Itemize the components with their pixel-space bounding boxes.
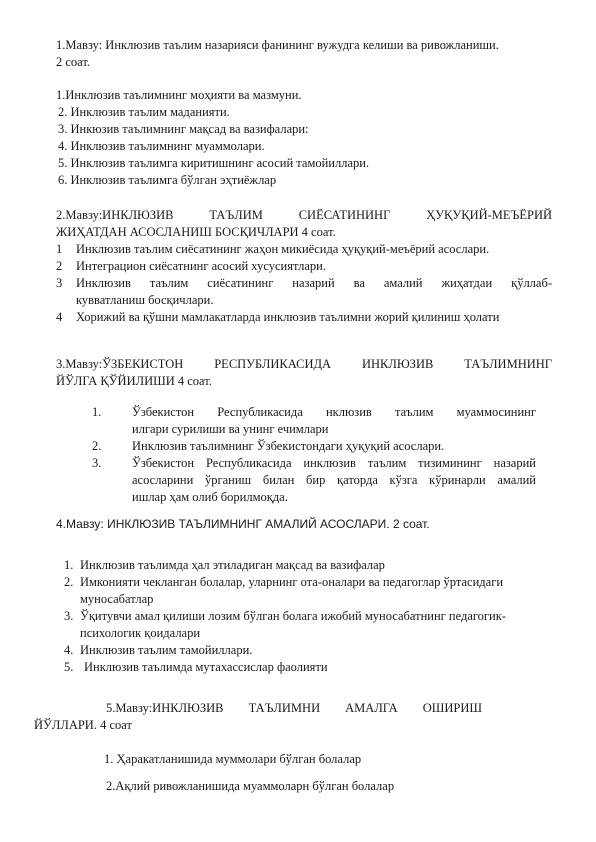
topic4-item-5-text: Инклюзив таълимда мутахассислар фаолияти [84, 660, 328, 674]
topic1-item-3: 3. Инкюзив таълимнинг мақсад ва вазифалари: [58, 122, 309, 136]
topic2-item-3-number: 3 [56, 276, 63, 290]
topic1-title-line2: 2 соат. [56, 55, 91, 69]
topic3-item-3-text: Ўзбекистон Республикасида инклюзив таълим тизимининг назарий [132, 456, 536, 470]
topic3-item-3-text-cont2: ишлар ҳам олиб борилмоқда. [132, 490, 288, 504]
topic3-item-1-text-cont: илгари сурилиши ва унинг ечимлари [132, 422, 329, 436]
topic4-item-2-number: 2. [64, 575, 74, 589]
topic3-item-2-text: Инклюзив таълимнинг Ўзбекистондаги ҳуқуқий асослари. [132, 439, 445, 453]
topic1-title-line1: 1.Мавзу: Инклюзив таълим назарияси фанининг вужудга келиши ва ривожланиши. [56, 38, 499, 52]
topic2-title-line1: 2.Мавзу:ИНКЛЮЗИВ ТАЪЛИМ СИЁСАТИНИНГ ҲУҚУҚИЙ-МЕЪЁРИЙ [56, 208, 552, 222]
topic5-title-line2: ЙЎЛЛАРИ. 4 соат [34, 718, 132, 732]
topic2-title-line2: ЖИҲАТДАН АСОСЛАНИШ БОСҚИЧЛАРИ 4 соат. [56, 225, 336, 239]
topic1-item-1: 1.Инклюзив таълимнинг моҳияти ва мазмуни. [56, 88, 302, 102]
topic5-item-1: 1. Ҳаракатланишида муммолари бўлган болалар [104, 752, 362, 766]
topic1-item-4: 4. Инклюзив таълимнинг муаммолари. [58, 139, 265, 153]
topic4-item-3-text-cont: психологик қоидалари [80, 626, 201, 640]
topic3-title-line1: 3.Мавзу:ЎЗБЕКИСТОН РЕСПУБЛИКАСИДА ИНКЛЮЗИВ ТАЪЛИМНИНГ [56, 357, 552, 371]
topic2-item-2-text: Интеграцион сиёсатнинг асосий хусусиятлари. [76, 259, 326, 273]
topic5-item-2: 2.Ақлий ривожланишида муаммоларн бўлган болалар [106, 779, 395, 793]
topic4-item-4-text: Инклюзив таълим тамойиллари. [80, 643, 253, 657]
topic4-item-3-text: Ўқитувчи амал қилиши лозим бўлган болага ижобий муносабатнинг педагогик- [80, 609, 506, 623]
topic3-item-1-number: 1. [92, 405, 102, 419]
topic4-item-1-text: Инклюзив таълимда ҳал этиладиган мақсад ва вазифалар [80, 558, 385, 572]
topic3-item-1-text: Ўзбекистон Республикасида нклюзив таълим муаммосининг [132, 405, 536, 419]
topic2-item-1-text: Инклюзив таълим сиёсатининг жаҳон микиёсида ҳуқуқий-меъёрий асослари. [76, 242, 490, 256]
topic1-item-2: 2. Инклюзив таълим маданияти. [58, 105, 230, 119]
topic2-item-4-number: 4 [56, 310, 63, 324]
topic4-item-2-text: Имконияти чекланган болалар, уларнинг ота-оналари ва педагоглар ўртасидаги [80, 575, 504, 589]
topic4-title: 4.Мавзу: ИНКЛЮЗИВ ТАЪЛИМНИНГ АМАЛИЙ АСОСЛАРИ. 2 соат. [56, 517, 430, 531]
topic3-title-line2: ЙЎЛГА ҚЎЙИЛИШИ 4 соат. [56, 374, 212, 388]
topic2-item-2-number: 2 [56, 259, 63, 273]
topic2-item-3-text: Инклюзив таълим сиёсатининг назарий ва амалий жиҳатдаи қўллаб- [76, 276, 552, 290]
topic3-item-3-number: 3. [92, 456, 102, 470]
topic4-item-5-number: 5. [64, 660, 74, 674]
topic1-item-5: 5. Инклюзив таълимга киритишнинг асосий тамойиллари. [58, 156, 370, 170]
topic4-item-3-number: 3. [64, 609, 74, 623]
topic3-item-3-text-cont: асосларини ўрганиш билан бир қаторда кўзга кўринарли амалий [132, 473, 536, 487]
topic2-item-1-number: 1 [56, 242, 63, 256]
topic5-title-line1: 5.Мавзу:ИНКЛЮЗИВ ТАЪЛИМНИ АМАЛГА ОШИРИШ [106, 701, 482, 715]
topic4-item-1-number: 1. [64, 558, 74, 572]
topic4-item-4-number: 4. [64, 643, 74, 657]
topic3-item-2-number: 2. [92, 439, 102, 453]
topic2-item-4-text: Хорижий ва қўшни мамлакатларда инклюзив таълимни жорий қилиниш ҳолати [76, 310, 500, 324]
topic2-item-3-text-cont: кувватланиш босқичлари. [76, 293, 214, 307]
topic4-item-2-text-cont: муносабатлар [80, 592, 154, 606]
topic1-item-6: 6. Инклюзив таълимга бўлган эҳтиёжлар [58, 173, 277, 187]
